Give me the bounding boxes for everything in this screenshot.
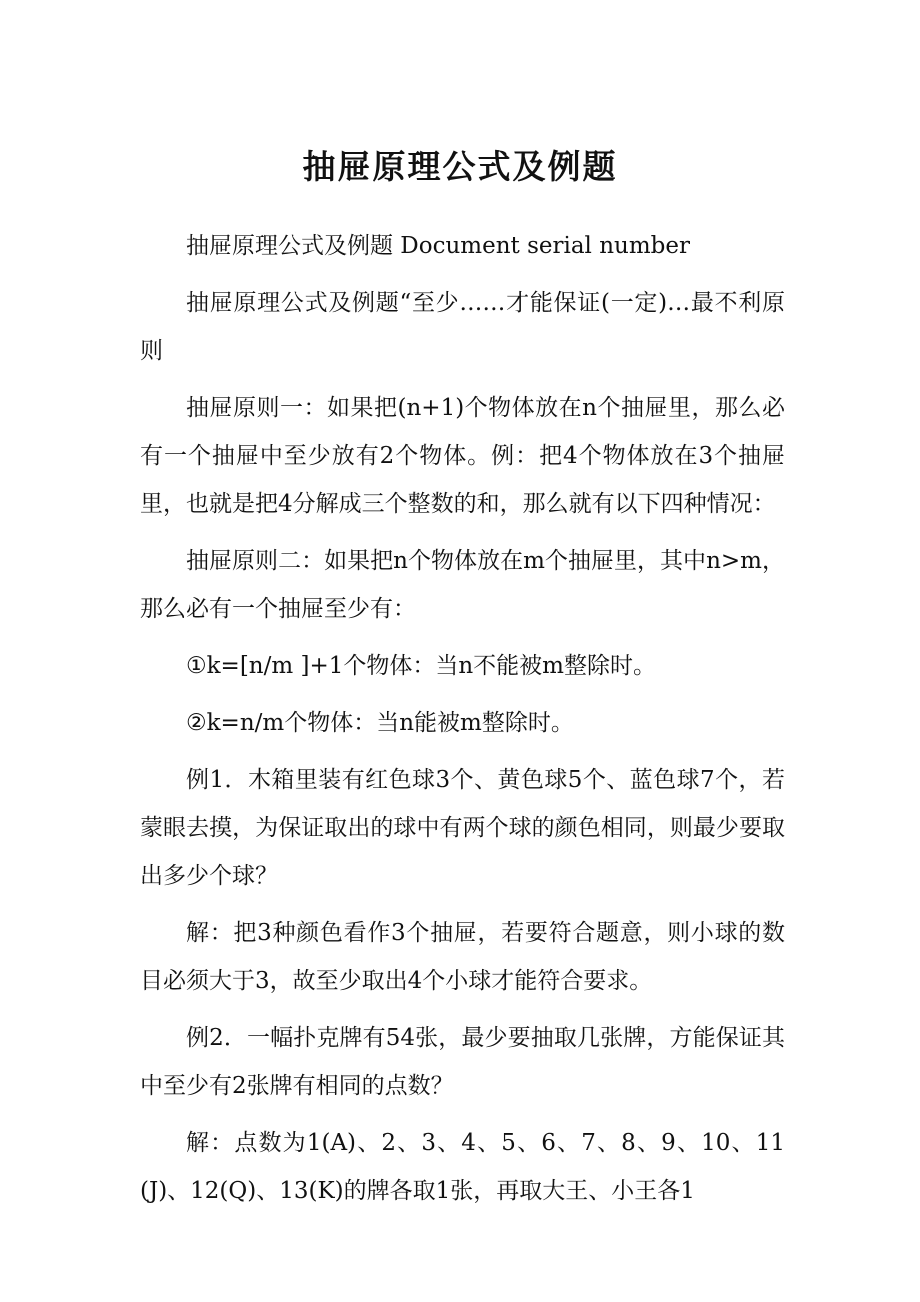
document-body — [140, 222, 785, 1224]
paragraph: 解：点数为1(A)、2、3、4、5、6、7、8、9、10、11(J)、12(Q)、13(K)的牌各取1张，再取大王、小王各1 — [140, 1130, 785, 1204]
paragraph: 抽屉原理公式及例题 Document serial number — [186, 233, 690, 259]
paragraph: 抽屉原理公式及例题“至少……才能保证(一定)…最不利原则 — [140, 290, 785, 364]
paragraph: 抽屉原则二：如果把n个物体放在m个抽屉里，其中n>m，那么必有一个抽屉至少有： — [140, 548, 785, 622]
paragraph: 例2．一幅扑克牌有54张，最少要抽取几张牌，方能保证其中至少有2张牌有相同的点数？ — [140, 1025, 785, 1099]
document-title: 抽屉原理公式及例题 — [302, 147, 618, 186]
paragraph: ①k=[n/m ]+1个物体：当n不能被m整除时。 — [186, 653, 656, 679]
paragraph: 解：把3种颜色看作3个抽屉，若要符合题意，则小球的数目必须大于3，故至少取出4个小球才能符合要求。 — [140, 920, 785, 994]
paragraph: 抽屉原则一：如果把(n+1)个物体放在n个抽屉里，那么必有一个抽屉中至少放有2个物体。例：把4个物体放在3个抽屉里，也就是把4分解成三个整数的和，那么就有以下四种情况： — [140, 395, 785, 517]
paragraph: 例1．木箱里装有红色球3个、黄色球5个、蓝色球7个，若蒙眼去摸，为保证取出的球中有两个球的颜色相同，则最少要取出多少个球？ — [140, 767, 785, 889]
paragraph: ②k=n/m个物体：当n能被m整除时。 — [186, 710, 574, 736]
